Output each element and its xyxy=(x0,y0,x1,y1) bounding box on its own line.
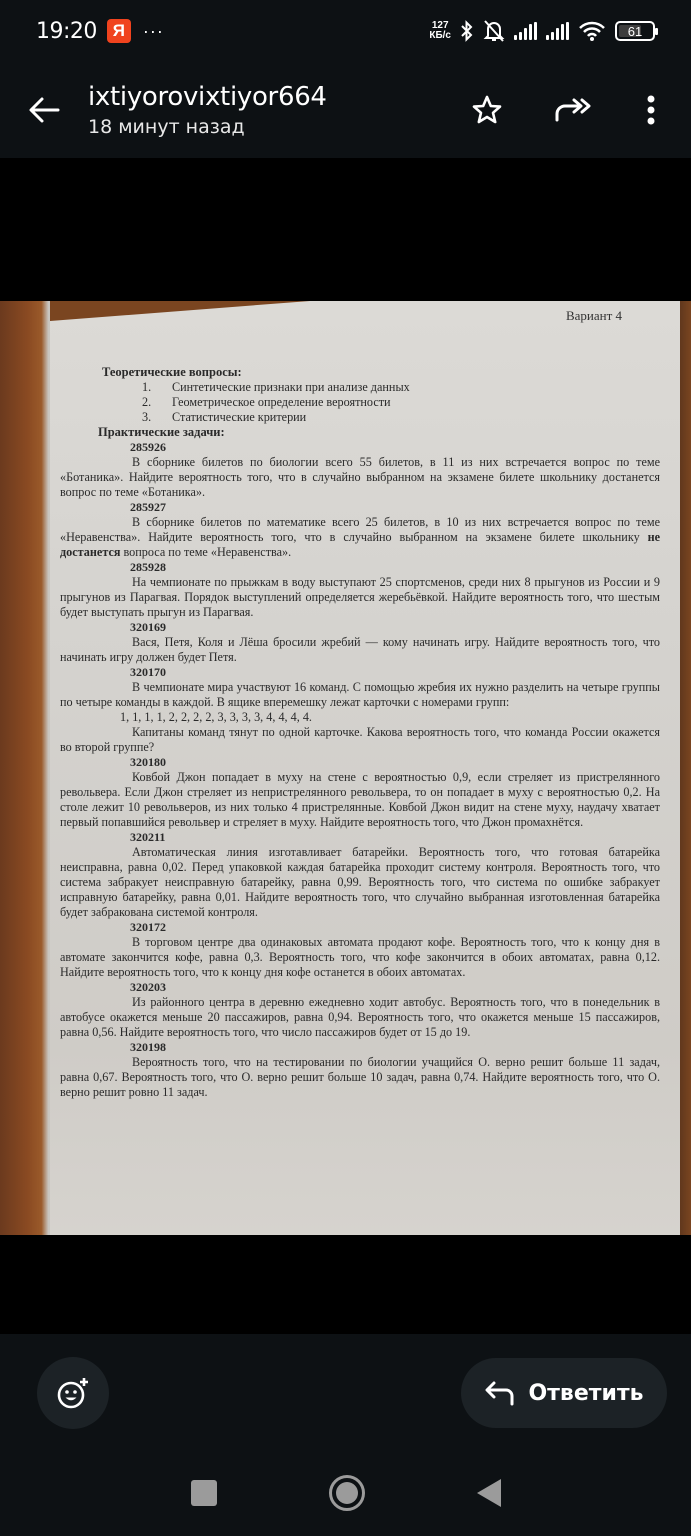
favorite-button[interactable] xyxy=(455,78,519,142)
back-button[interactable] xyxy=(0,62,88,158)
question-number: 2. xyxy=(142,395,152,409)
recent-apps-button[interactable] xyxy=(191,1480,217,1506)
task-text: Из районного центра в деревню ежедневно ходит автобус. Вероятность того, что в понедельник в автобусе окажется меньше 20 пассажиров, равна 0,94. Вероятность того, что окажется меньше 15 пассажиров, равна 0,56. Найдите вероятность того, что число пассажиров будет от 15 до 19. xyxy=(60,995,660,1039)
task-text-emphasis: не достанется xyxy=(60,530,660,559)
question-text: Статистические критерии xyxy=(172,410,307,424)
task-text: В торговом центре два одинаковых автомата продают кофе. Вероятность того, что к концу дня в автомате закончится кофе, равна 0,3. Вероятность того, что кофе закончится в обоих автоматах, равна 0,12. Найдите вероятность того, что к концу дня кофе останется в обоих автоматах. xyxy=(60,935,660,979)
sender-name: ixtiyorovixtiyor664 xyxy=(88,82,327,112)
task-text-part: вопроса по теме «Неравенства». xyxy=(120,545,292,559)
star-icon xyxy=(471,94,503,126)
task-id: 285928 xyxy=(130,560,166,574)
app-bar xyxy=(0,62,691,158)
document-content xyxy=(50,365,660,1100)
network-speed xyxy=(429,21,451,41)
back-arrow-icon xyxy=(28,96,60,124)
add-reaction-button[interactable] xyxy=(37,1357,109,1429)
more-vertical-icon xyxy=(647,95,655,125)
question-text: Геометрическое определение вероятности xyxy=(172,395,391,409)
theory-question xyxy=(50,380,660,395)
table-edge xyxy=(50,301,310,321)
question-number: 3. xyxy=(142,410,152,424)
forward-button[interactable] xyxy=(541,78,605,142)
task-id: 320180 xyxy=(130,755,166,769)
task-id: 320203 xyxy=(130,980,166,994)
home-button[interactable] xyxy=(329,1475,365,1511)
network-speed-value: 127 xyxy=(431,20,449,31)
battery-icon xyxy=(615,21,655,41)
reply-button[interactable] xyxy=(461,1358,667,1428)
variant-label: Вариант 4 xyxy=(565,308,622,323)
status-bar xyxy=(0,0,691,62)
document-paper xyxy=(50,301,680,1235)
message-time: 18 минут назад xyxy=(88,116,245,138)
theory-question xyxy=(50,410,660,425)
signal-sim1-icon xyxy=(514,22,537,40)
task-id: 320170 xyxy=(130,665,166,679)
task-text: Вася, Петя, Коля и Лёша бросили жребий — кому начинать игру. Найдите вероятность того, что начинать игру должен будет Петя. xyxy=(60,635,660,664)
system-back-button[interactable] xyxy=(477,1479,501,1507)
network-speed-unit: КБ/с xyxy=(429,30,451,41)
bluetooth-icon xyxy=(460,20,474,42)
signal-sim2-icon xyxy=(546,22,569,40)
task-text: Капитаны команд тянут по одной карточке. Какова вероятность того, что команда России окажется во второй группе? xyxy=(60,725,660,754)
more-notifications-icon: ··· xyxy=(142,20,164,41)
task-text: На чемпионате по прыжкам в воду выступают 25 спортсменов, среди них 8 прыгунов из России и 9 прыгунов из Парагвая. Порядок выступлений определяется жеребьёвкой. Найдите вероятность того, что шестым будет выступать прыгун из Парагвая. xyxy=(60,575,660,619)
add-reaction-icon xyxy=(56,1376,90,1410)
battery-level: 61 xyxy=(627,23,643,39)
task-id: 320198 xyxy=(130,1040,166,1054)
task-text xyxy=(50,515,660,560)
task-id: 285926 xyxy=(130,440,166,454)
reply-arrow-icon xyxy=(484,1380,516,1406)
task-text-part: В сборнике билетов по математике всего 25 билетов, в 10 из них встречается вопрос по теме «Неравенства». Найдите вероятность того, что в случайно выбранном на экзамене билете школьнику xyxy=(60,515,660,544)
task-text: Вероятность того, что на тестировании по биологии учащийся О. верно решит больше 11 задач, равна 0,67. Вероятность того, что О. верно решит больше 10 задач, равна 0,74. Найдите вероятность того, что О. верно решит ровно 11 задач. xyxy=(60,1055,660,1099)
message-header xyxy=(88,82,327,138)
task-id: 320211 xyxy=(130,830,166,844)
more-options-button[interactable] xyxy=(619,78,683,142)
bottom-actions xyxy=(0,1357,691,1429)
reply-label: Ответить xyxy=(528,1380,644,1406)
task-text: В чемпионате мира участвуют 16 команд. С помощью жребия их нужно разделить на четыре группы по четыре команды в каждой. В ящике вперемешку лежат карточки с номерами групп: xyxy=(60,680,660,709)
task-id: 285927 xyxy=(130,500,166,514)
theory-heading: Теоретические вопросы: xyxy=(102,365,242,379)
task-text: Ковбой Джон попадает в муху на стене с вероятностью 0,9, если стреляет из пристрелянного револьвера. Если Джон стреляет из непристрелянного револьвера, то он попадает в муху с вероятностью 0,2. На столе лежит 10 револьверов, из них только 4 пристрелянные. Ковбой Джон видит на стене муху, наудачу хватает первый попавшийся револьвер и стреляет в муху. Найдите вероятность того, что Джон промахнётся. xyxy=(60,770,660,829)
yandex-notification-icon: Я xyxy=(107,19,131,43)
forward-all-icon xyxy=(553,96,593,124)
question-number: 1. xyxy=(142,380,152,394)
task-id: 320169 xyxy=(130,620,166,634)
task-text: В сборнике билетов по биологии всего 55 билетов, в 11 из них встречается вопрос по теме «Ботаника». Найдите вероятность того, что в случайно выбранном на экзамене билете школьнику достанется вопрос по теме «Ботаника». xyxy=(60,455,660,499)
question-text: Синтетические признаки при анализе данных xyxy=(172,380,410,394)
task-sequence: 1, 1, 1, 1, 2, 2, 2, 2, 3, 3, 3, 3, 4, 4, 4, 4. xyxy=(120,710,312,724)
practice-heading: Практические задачи: xyxy=(98,425,225,439)
task-id: 320172 xyxy=(130,920,166,934)
muted-bell-icon xyxy=(483,19,505,43)
status-time: 19:20 xyxy=(36,18,97,44)
theory-question xyxy=(50,395,660,410)
task-text: Автоматическая линия изготавливает батарейки. Вероятность того, что готовая батарейка неисправна, равна 0,02. Перед упаковкой каждая батарейка проходит систему контроля. Вероятность того, что система забракует неисправную батарейку, равна 0,99. Вероятность того, что система по ошибке забракует исправную батарейку, равна 0,01. Найдите вероятность того, что случайно выбранная изготовленная батарейка будет забракована системой контроля. xyxy=(60,845,660,919)
wifi-icon xyxy=(578,20,606,42)
system-navigation-bar xyxy=(0,1450,691,1536)
